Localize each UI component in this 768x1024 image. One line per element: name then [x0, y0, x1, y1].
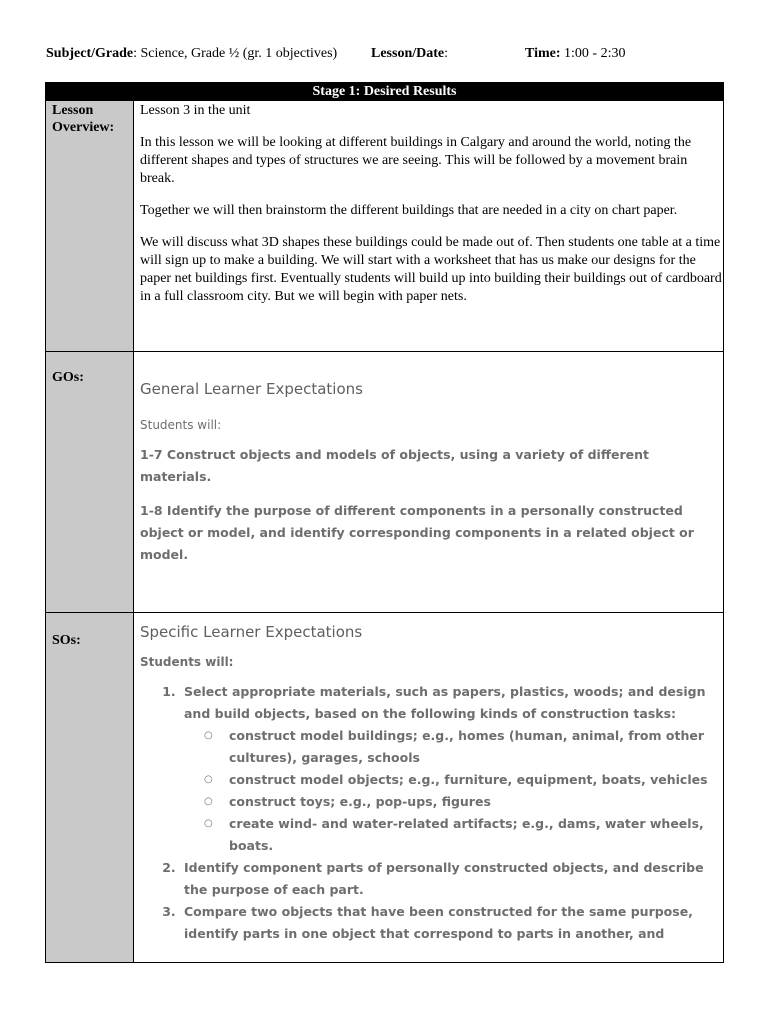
- sos-subitem: ○ construct toys; e.g., pop-ups, figures: [204, 791, 709, 813]
- sos-item-text: Select appropriate materials, such as papers, plastics, woods; and design and build objects, based on the following kinds of construction tasks:: [184, 684, 706, 721]
- sos-item: [180, 857, 709, 901]
- sos-sublist: [184, 725, 709, 857]
- stage1-header-row: [46, 83, 724, 101]
- gos-content: [134, 352, 724, 613]
- subject-grade-field: [46, 46, 337, 62]
- lesson-date-label: Lesson/Date: [371, 46, 445, 61]
- subject-label: Subject/Grade: [46, 46, 134, 61]
- overview-label-cell: [46, 101, 134, 352]
- overview-paragraph: Lesson 3 in the unit: [140, 103, 251, 118]
- circle-bullet-icon: ○: [204, 818, 213, 829]
- sos-heading: Specific Learner Expectations: [140, 623, 363, 641]
- gos-label-cell: [46, 352, 134, 613]
- overview-row: [46, 101, 724, 352]
- time-label: Time:: [525, 46, 561, 61]
- time-value: 1:00 - 2:30: [560, 46, 626, 61]
- stage1-title: Stage 1: Desired Results: [46, 83, 724, 101]
- gos-item: 1-7 Construct objects and models of objects, using a variety of different materials.: [140, 447, 649, 484]
- overview-paragraph: We will discuss what 3D shapes these buildings could be made out of. Then students one table at a time will sign up to make a building. We will start with a worksheet that has us make our designs for the paper net buildings first. Eventually students will build up into building their buildings out of cardboard in a full classroom city. But we will begin with paper nets.: [140, 235, 722, 304]
- circle-bullet-icon: ○: [204, 796, 213, 807]
- subject-value: : Science, Grade ½ (gr. 1 objectives): [133, 46, 338, 61]
- sos-label: SOs:: [52, 633, 81, 648]
- gos-heading: General Learner Expectations: [140, 380, 363, 398]
- sos-content: [134, 613, 724, 963]
- lesson-date-field: [371, 46, 448, 62]
- time-field: [525, 46, 625, 62]
- sos-intro: Students will:: [140, 655, 234, 669]
- gos-item: 1-8 Identify the purpose of different components in a personally constructed object or model, and identify corresponding components in a related object or model.: [140, 503, 694, 562]
- gos-intro: Students will:: [140, 418, 222, 432]
- sos-label-cell: [46, 613, 134, 963]
- sos-item: [180, 901, 709, 945]
- overview-content: [134, 101, 724, 352]
- gos-label: GOs:: [52, 370, 84, 385]
- sos-subitem: ○ construct model objects; e.g., furniture, equipment, boats, vehicles: [204, 769, 709, 791]
- gos-row: [46, 352, 724, 613]
- sos-item-text: Identify component parts of personally constructed objects, and describe the purpose of each part.: [184, 860, 704, 897]
- circle-bullet-icon: ○: [204, 774, 213, 785]
- sos-subitem: ○ construct model buildings; e.g., homes (human, animal, from other cultures), garages, schools: [204, 725, 709, 769]
- sos-item-text: Compare two objects that have been constructed for the same purpose, identify parts in one object that correspond to parts in another, and: [184, 904, 693, 941]
- sos-subitem: ○ create wind- and water-related artifacts; e.g., dams, water wheels, boats.: [204, 813, 709, 857]
- circle-bullet-icon: ○: [204, 730, 213, 741]
- lesson-date-value: :: [444, 46, 449, 61]
- lesson-plan-table: [45, 82, 724, 963]
- sos-item: [180, 681, 709, 857]
- overview-label: Lesson Overview:: [52, 103, 115, 135]
- sos-list: [140, 681, 723, 945]
- overview-paragraph: Together we will then brainstorm the different buildings that are needed in a city on chart paper.: [140, 203, 678, 218]
- overview-paragraph: In this lesson we will be looking at different buildings in Calgary and around the world, noting the different shapes and types of structures we are seeing. This will be followed by a movement brain break.: [140, 135, 692, 186]
- sos-row: [46, 613, 724, 963]
